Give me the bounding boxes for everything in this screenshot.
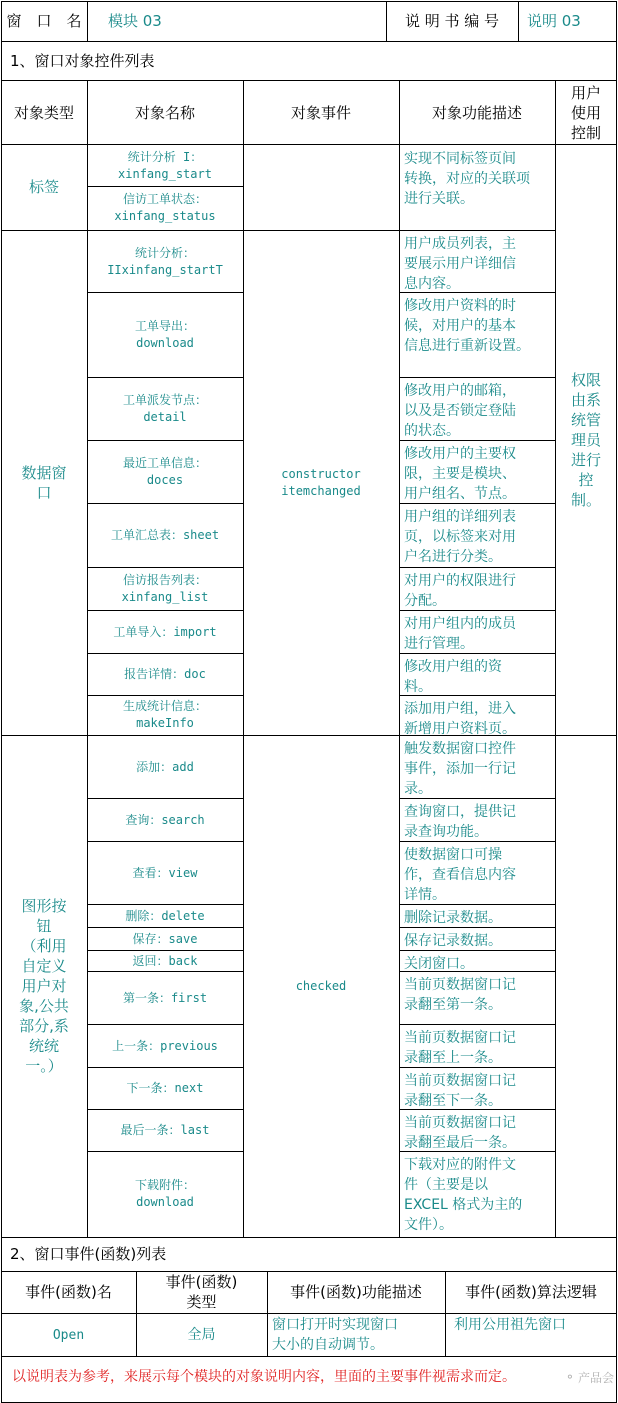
button-row-name: 下载附件： download: [134, 1178, 195, 1209]
button-row-desc: 当前页数据窗口记 录翻至第一条。: [404, 977, 516, 1013]
ev-row-type: 全局: [187, 1326, 216, 1343]
button-row-name: 返回：back: [132, 953, 198, 968]
datawin-row-name: 工单汇总表：sheet: [110, 528, 220, 542]
label-row-name: 统计分析 I： xinfang_start: [118, 149, 212, 181]
datawin-row-desc: 修改用户资料的时 候，对用户的基本 信息进行重新设置。: [404, 298, 530, 354]
button-row-name: 添加：add: [136, 759, 194, 774]
button-row-name: 下一条：next: [126, 1081, 204, 1095]
window-name-label: 窗 口 名: [6, 12, 82, 30]
col-object-type: 对象类型: [13, 103, 74, 122]
col-object-desc: 对象功能描述: [431, 103, 522, 122]
ev-row-name: Open: [52, 1327, 85, 1343]
button-row-desc: 关闭窗口。: [404, 956, 474, 972]
doc-number-label: 说 明 书 编 号: [404, 12, 500, 30]
button-row-name: 第一条：first: [122, 990, 208, 1005]
group-label-tabs: 标签: [28, 178, 59, 196]
footer-note: 以说明表为参考，来展示每个模块的对象说明内容，里面的主要事件视需求而定。: [12, 1368, 516, 1385]
grid-line: [616, 1, 617, 1403]
col-user-control: 用户 使用 控制: [570, 83, 601, 142]
ev-col-type: 事件(函数) 类型: [165, 1273, 238, 1311]
wechat-icon: ⚬: [564, 1370, 575, 1384]
button-row-name: 最后一条：last: [120, 1123, 210, 1137]
ev-col-logic: 事件(函数)算法逻辑: [465, 1283, 597, 1301]
label-row-name: 信访工单状态： xinfang_status: [114, 192, 216, 223]
datawin-row-desc: 对用户组内的成员 进行管理。: [404, 616, 516, 652]
datawin-row-name: 生成统计信息： makeInfo: [122, 699, 207, 730]
datawin-row-name: 统计分析： IIxinfang_startT: [107, 245, 223, 277]
watermark: [540, 1366, 614, 1388]
col-object-name: 对象名称: [134, 103, 195, 122]
button-row-name: 查询：search: [125, 812, 205, 827]
window-name-value: 模块 03: [108, 12, 162, 30]
button-row-desc: 使数据窗口可操 作，查看信息内容 详情。: [404, 847, 516, 903]
ev-col-name: 事件(函数)名: [25, 1283, 112, 1301]
datawin-row-name: 工单派发节点： detail: [122, 393, 207, 424]
button-row-desc: 删除记录数据。: [404, 910, 502, 926]
grid-line: [518, 1, 519, 42]
button-row-desc: 下载对应的附件文 件（主要是以 EXCEL 格式为主的 文件）。: [404, 1157, 523, 1233]
group-label-graphic-button: 图形按 钮 （利用 自定义 用户对 象,公共 部分,系 统统 一。）: [19, 897, 69, 1075]
ev-col-desc: 事件(函数)功能描述: [290, 1283, 422, 1301]
button-row-desc: 当前页数据窗口记 录翻至最后一条。: [404, 1115, 516, 1151]
button-row-desc: 保存记录数据。: [404, 933, 502, 949]
datawin-row-desc: 对用户的权限进行 分配。: [404, 573, 516, 609]
grid-line: [87, 1, 88, 42]
button-row-name: 删除：delete: [125, 908, 205, 923]
grid-line: [1, 1356, 617, 1357]
doc-number-value: 说明 03: [527, 12, 581, 30]
user-control-note: 权限 由系 统管 理员 进行 控 制。: [570, 370, 601, 509]
section-2-title: 2、窗口事件(函数)列表: [10, 1245, 167, 1263]
datawin-row-desc: 用户组的详细列表 页，以标签来对用 户名进行分类。: [404, 509, 516, 565]
event-graphic-button: checked: [295, 978, 347, 993]
label-group-desc: 实现不同标签页间 转换，对应的关联项 进行关联。: [404, 151, 530, 207]
datawin-row-desc: 添加用户组，进入 新增用户资料页。: [404, 701, 516, 737]
section-1-title: 1、窗口对象控件列表: [10, 52, 155, 70]
datawin-row-desc: 修改用户的主要权 限，主要是模块、 用户组名、节点。: [404, 446, 516, 502]
button-row-name: 查看：view: [132, 865, 198, 880]
datawin-row-name: 信访报告列表： xinfang_list: [121, 573, 209, 604]
button-row-name: 上一条：previous: [112, 1038, 218, 1053]
button-row-desc: 当前页数据窗口记 录翻至下一条。: [404, 1073, 516, 1109]
event-datawindow: constructor itemchanged: [281, 466, 361, 498]
button-row-name: 保存：save: [132, 931, 198, 946]
button-row-desc: 当前页数据窗口记 录翻至上一条。: [404, 1030, 516, 1066]
datawin-row-name: 最近工单信息： doces: [122, 456, 207, 487]
datawin-row-desc: 修改用户的邮箱， 以及是否锁定登陆 的状态。: [404, 383, 516, 439]
datawin-row-name: 工单导出： download: [134, 319, 195, 350]
col-object-event: 对象事件: [290, 103, 351, 122]
button-row-desc: 查询窗口，提供记 录查询功能。: [404, 804, 516, 840]
watermark-text: 产品会: [577, 1370, 614, 1385]
datawin-row-desc: 修改用户组的资 料。: [404, 659, 502, 695]
datawin-row-name: 报告详情：doc: [124, 667, 206, 681]
ev-row-logic: 利用公用祖先窗口: [454, 1317, 566, 1333]
ev-row-desc: 窗口打开时实现窗口 大小的自动调节。: [272, 1317, 398, 1353]
group-label-datawindow: 数据窗 口: [21, 463, 67, 502]
datawin-row-desc: 用户成员列表，主 要展示用户详细信 息内容。: [404, 236, 516, 292]
button-row-desc: 触发数据窗口控件 事件，添加一行记 录。: [404, 741, 516, 797]
datawin-row-name: 工单导入：import: [113, 624, 217, 639]
grid-line: [386, 1, 387, 42]
